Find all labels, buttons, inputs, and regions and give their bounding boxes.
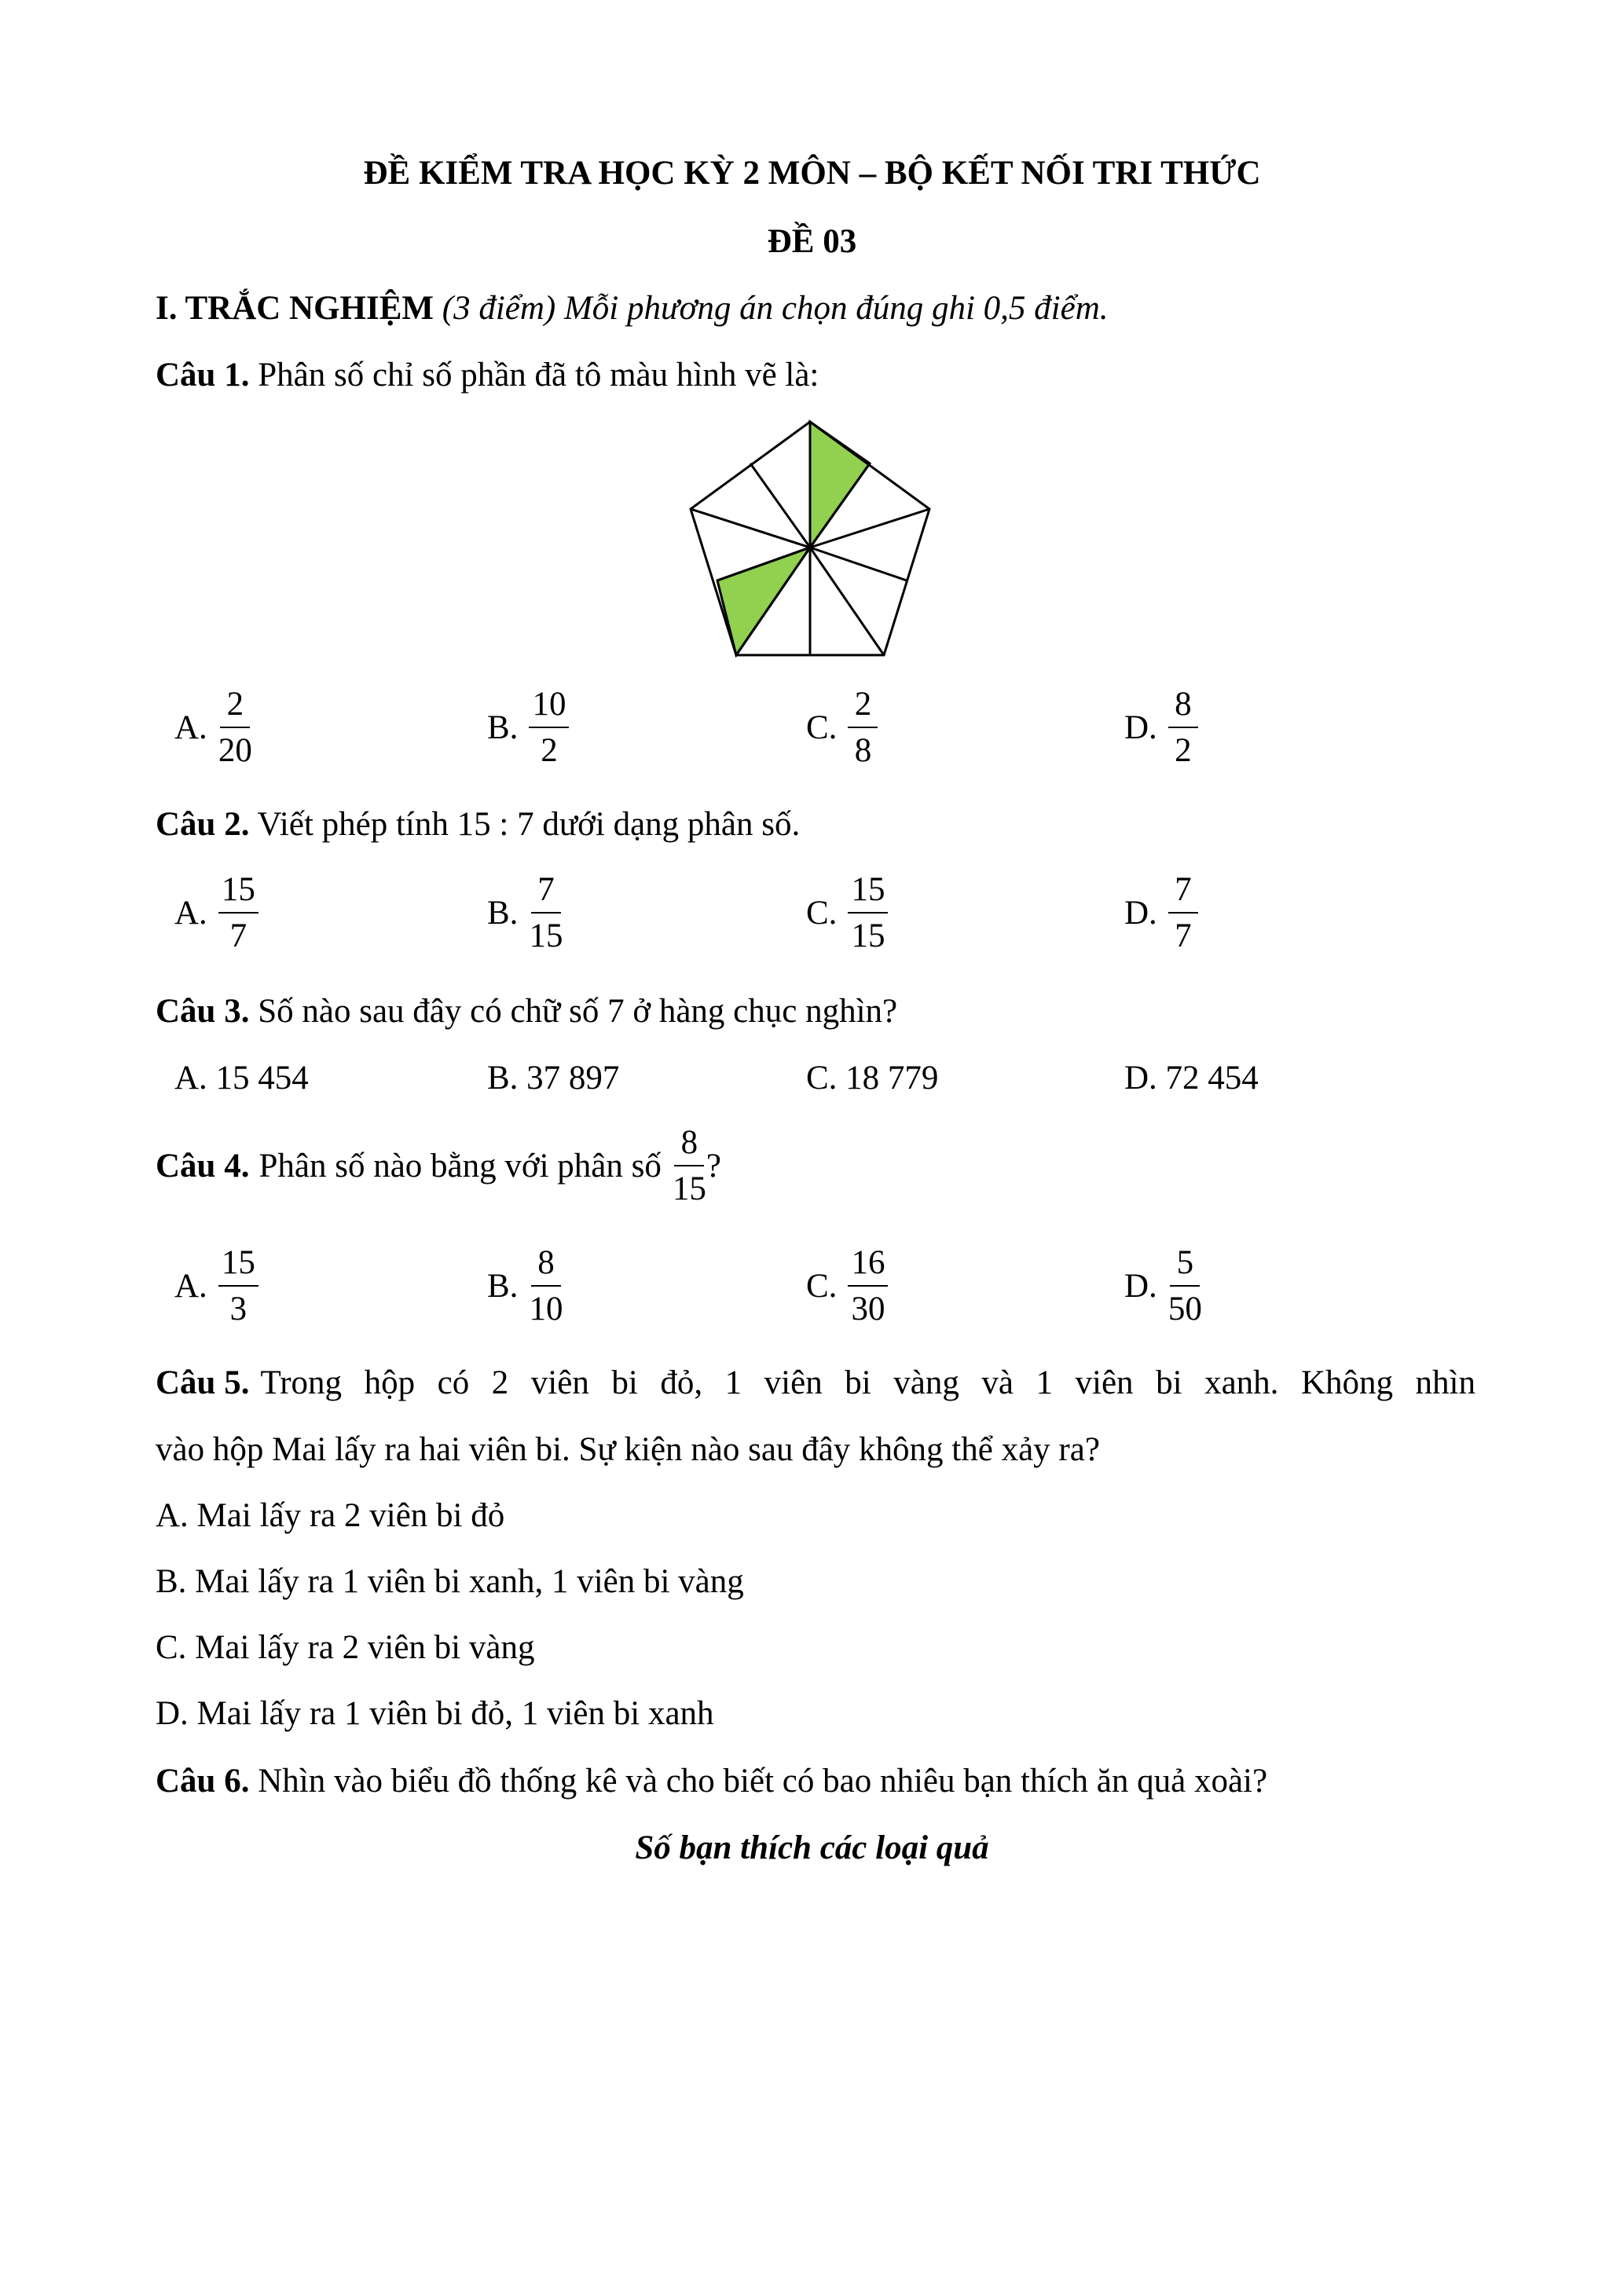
q5-option-a[interactable]: A. Mai lấy ra 2 viên bi đỏ — [156, 1497, 505, 1534]
question-4: Câu 4. Phân số nào bằng với phân số $\frac{8}{15}$ ? — [156, 1124, 721, 1208]
exam-code: ĐỀ 03 — [767, 223, 857, 260]
q1-option-c[interactable]: C. $\frac{2}{8}$ — [806, 685, 878, 771]
q1-option-d[interactable]: D. $\frac{8}{2}$ — [1124, 685, 1198, 771]
question-5 — [156, 1363, 1476, 1404]
question-5-text-2: vào hộp Mai lấy ra hai viên bi. Sự kiện nào sau đây không thể xảy ra? — [156, 1431, 1100, 1468]
q2-option-a[interactable]: A. $\frac{15}{7}$ — [174, 870, 258, 956]
fraction: $\frac{15}{15}$ — [848, 870, 888, 956]
question-1-label: Câu 1. — [156, 357, 250, 394]
q1-option-a[interactable]: A. $\frac{2}{20}$ — [174, 686, 252, 770]
question-4-label: Câu 4. — [156, 1147, 250, 1185]
question-3-text: Số nào sau đây có chữ số 7 ở hàng chục nghìn? — [258, 993, 898, 1030]
q5-option-c[interactable]: C. Mai lấy ra 2 viên bi vàng — [156, 1629, 535, 1666]
q5-option-d[interactable]: D. Mai lấy ra 1 viên bi đỏ, 1 viên bi xanh — [156, 1695, 714, 1732]
question-6 — [156, 1761, 1267, 1802]
q2-option-d[interactable]: D. $\frac{7}{7}$ — [1124, 870, 1198, 956]
fraction: $\frac{7}{15}$ — [529, 871, 563, 955]
fraction: $\frac{8}{15}$ — [672, 1124, 706, 1208]
fraction: $\frac{7}{7}$ — [1168, 870, 1198, 956]
q1-option-b[interactable]: B. $\frac{10}{2}$ — [487, 685, 569, 771]
q3-option-c[interactable]: C. 18 779 — [806, 1060, 939, 1097]
chart-title: Số bạn thích các loại quả — [635, 1829, 989, 1866]
section-note: (3 điểm) Mỗi phương án chọn đúng ghi 0,5 điểm. — [442, 290, 1109, 327]
q4-option-b[interactable]: B. $\frac{8}{10}$ — [487, 1244, 563, 1328]
question-2 — [156, 804, 800, 845]
pentagon-figure — [0, 0, 1624, 707]
fraction: $\frac{16}{30}$ — [848, 1243, 888, 1329]
question-5-text-1: Trong hộp có 2 viên bi đỏ, 1 viên bi vàng và 1 viên bi xanh. Không nhìn — [260, 1364, 1476, 1401]
question-2-label: Câu 2. — [156, 806, 250, 843]
fraction: $\frac{2}{20}$ — [218, 686, 252, 770]
fraction: $\frac{2}{8}$ — [848, 685, 878, 771]
question-2-text: Viết phép tính 15 : 7 dưới dạng phân số. — [257, 806, 801, 843]
q2-option-c[interactable]: C. $\frac{15}{15}$ — [806, 870, 888, 956]
exam-title: ĐỀ KIỂM TRA HỌC KỲ 2 MÔN – BỘ KẾT NỐI TRI THỨC — [363, 155, 1261, 192]
fraction: $\frac{15}{3}$ — [218, 1243, 258, 1329]
question-3-label: Câu 3. — [156, 993, 250, 1030]
question-4-text: Phân số nào bằng với phân số — [258, 1147, 662, 1185]
q4-option-c[interactable]: C. $\frac{16}{30}$ — [806, 1243, 888, 1329]
fraction: $\frac{15}{7}$ — [218, 870, 258, 956]
fraction: $\frac{5}{50}$ — [1168, 1244, 1202, 1328]
section-title: I. TRẮC NGHIỆM — [156, 290, 434, 327]
q3-option-b[interactable]: B. 37 897 — [487, 1060, 620, 1097]
fraction: $\frac{8}{2}$ — [1168, 685, 1198, 771]
question-3 — [156, 991, 897, 1032]
question-5-label: Câu 5. — [156, 1364, 250, 1401]
shaded-part-top-right — [810, 422, 870, 547]
question-5-line-1 — [156, 1363, 1476, 1404]
question-1-text: Phân số chỉ số phần đã tô màu hình vẽ là: — [258, 357, 819, 394]
question-6-label: Câu 6. — [156, 1763, 250, 1800]
q4-option-a[interactable]: A. $\frac{15}{3}$ — [174, 1243, 258, 1329]
fraction: $\frac{10}{2}$ — [529, 685, 569, 771]
question-6-text: Nhìn vào biểu đồ thống kê và cho biết có bao nhiêu bạn thích ăn quả xoài? — [258, 1763, 1268, 1800]
q5-option-b[interactable]: B. Mai lấy ra 1 viên bi xanh, 1 viên bi vàng — [156, 1563, 744, 1600]
q3-option-a[interactable]: A. 15 454 — [174, 1060, 309, 1097]
q3-option-d[interactable]: D. 72 454 — [1124, 1060, 1259, 1097]
q2-option-b[interactable]: B. $\frac{7}{15}$ — [487, 871, 563, 955]
fraction: $\frac{8}{10}$ — [529, 1244, 563, 1328]
q4-option-d[interactable]: D. $\frac{5}{50}$ — [1124, 1244, 1202, 1328]
